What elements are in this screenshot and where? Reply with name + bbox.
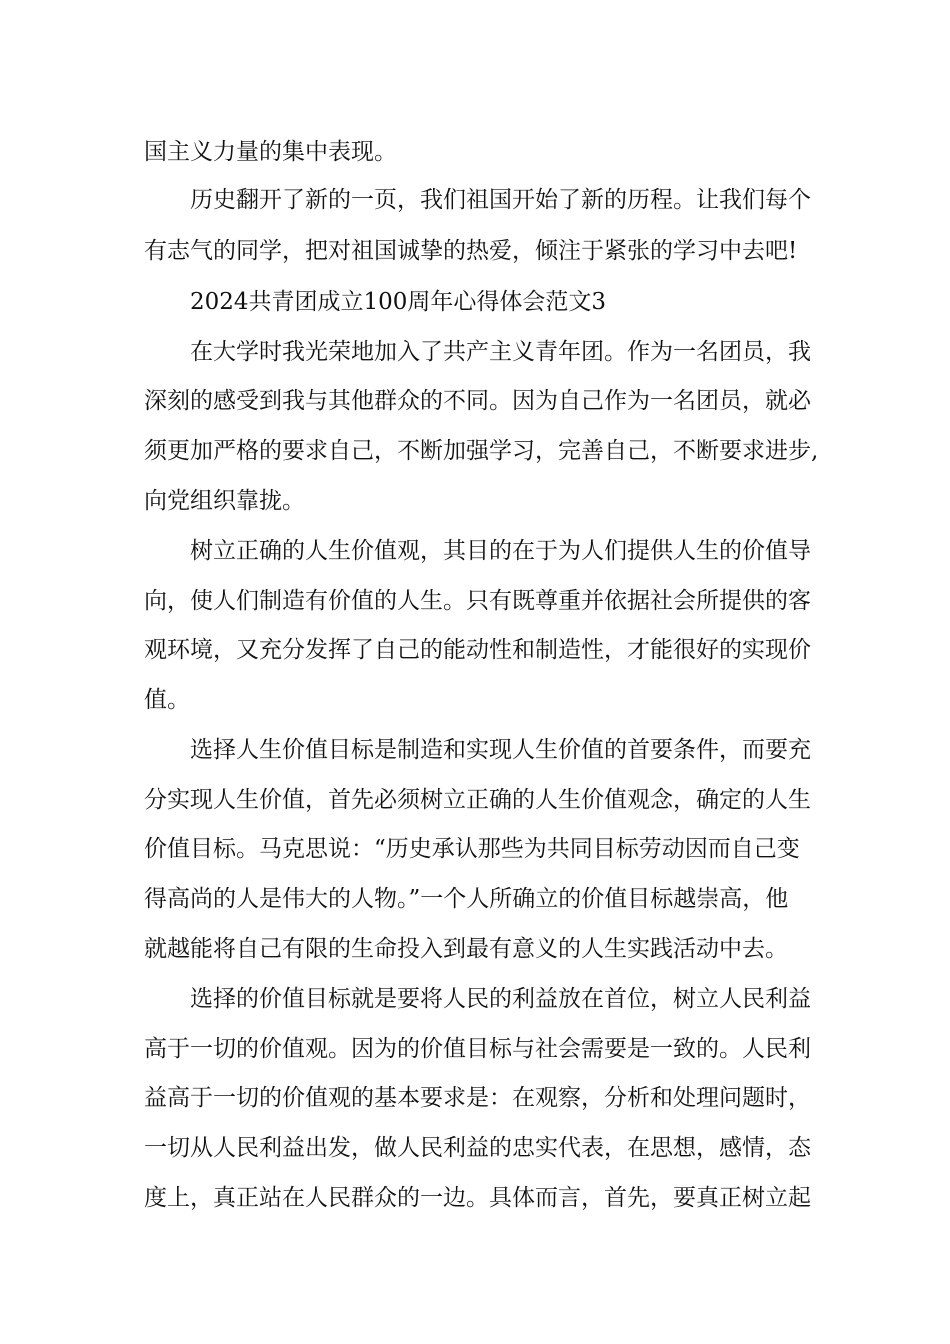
section-heading-text: 2024共青团成立100周年心得体会范文3 <box>190 289 607 315</box>
text-line-22 <box>0 1182 950 1214</box>
text-line-13 <box>0 734 950 766</box>
text-line-20 <box>0 1082 950 1114</box>
line-text: 一切从人民利益出发，做人民利益的忠实代表，在思想，感情，态 <box>144 1135 811 1161</box>
text-line-5 <box>0 336 950 368</box>
line-text: 高于一切的价值观。因为的价值目标与社会需要是一致的。人民利 <box>144 1036 811 1062</box>
line-text: 向党组织靠拢。 <box>144 488 305 514</box>
line-text: 树立正确的人生价值观，其目的在于为人们提供人生的价值导 <box>190 538 811 564</box>
line-text: 值。 <box>144 687 190 713</box>
line-text: 有志气的同学，把对祖国诚挚的热爱，倾注于紧张的学习中去吧! <box>144 238 798 264</box>
line-text: 就越能将自己有限的生命投入到最有意义的人生实践活动中去。 <box>144 936 788 962</box>
line-text: 选择人生价值目标是制造和实现人生价值的首要条件，而要充 <box>190 737 811 763</box>
text-line-16 <box>0 883 950 915</box>
line-text: 在大学时我光荣地加入了共产主义青年团。作为一名团员，我 <box>190 339 811 365</box>
text-line-14 <box>0 784 950 816</box>
text-line-19 <box>0 1033 950 1065</box>
text-line-8 <box>0 485 950 517</box>
text-line-15 <box>0 833 950 865</box>
text-line-12 <box>0 684 950 716</box>
text-line-17 <box>0 933 950 965</box>
line-text: 历史翻开了新的一页，我们祖国开始了新的历程。让我们每个 <box>190 187 811 213</box>
line-text: 选择的价值目标就是要将人民的利益放在首位，树立人民利益 <box>190 986 811 1012</box>
text-line-11 <box>0 634 950 666</box>
text-line-7 <box>0 435 950 467</box>
line-text: 度上，真正站在人民群众的一边。具体而言，首先，要真正树立起 <box>144 1185 811 1211</box>
section-heading <box>0 286 950 318</box>
line-text: 分实现人生价值，首先必须树立正确的人生价值观念，确定的人生 <box>144 787 811 813</box>
line-text: 深刻的感受到我与其他群众的不同。因为自己作为一名团员，就必 <box>144 388 811 414</box>
text-line-1 <box>0 136 950 168</box>
text-line-3 <box>0 235 950 267</box>
line-text: 国主义力量的集中表现。 <box>144 139 397 165</box>
text-line-10 <box>0 585 950 617</box>
line-text: 益高于一切的价值观的基本要求是：在观察，分析和处理问题时， <box>144 1085 811 1111</box>
text-line-2 <box>0 184 950 216</box>
text-line-9 <box>0 535 950 567</box>
line-text: 价值目标。马克思说：“历史承认那些为共同目标劳动因而自己变 <box>144 836 800 862</box>
text-line-21 <box>0 1132 950 1164</box>
line-text: 得高尚的人是伟大的人物。”一个人所确立的价值目标越崇高，他 <box>144 886 789 912</box>
line-text: 向，使人们制造有价值的人生。只有既尊重并依据社会所提供的客 <box>144 588 811 614</box>
line-text: 须更加严格的要求自己，不断加强学习，完善自己，不断要求进步, <box>144 438 819 464</box>
line-text: 观环境，又充分发挥了自己的能动性和制造性，才能很好的实现价 <box>144 637 811 663</box>
text-line-6 <box>0 385 950 417</box>
text-line-18 <box>0 983 950 1015</box>
